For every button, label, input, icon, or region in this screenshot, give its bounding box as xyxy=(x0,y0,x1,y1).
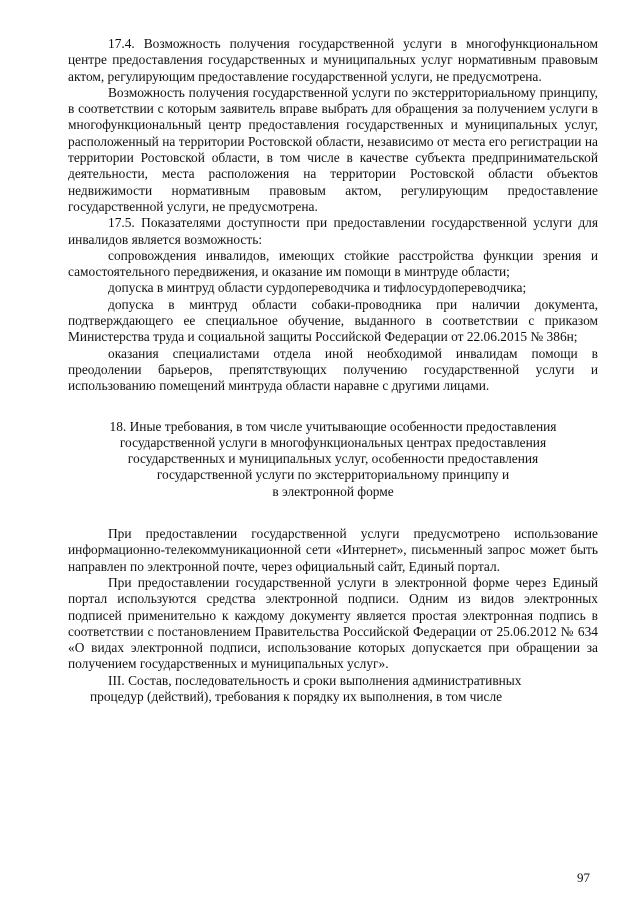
list-item: оказания специалистами отдела иной необходимой инвалидам помощи в преодолении барьеров, препятствующих получению государственной услуги и использованию помещений минтруда области наравне с другими лицами. xyxy=(68,345,598,394)
list-item: допуска в минтруд области собаки-проводника при наличии документа, подтверждающего ее специальное обучение, выданного в соответствии с приказом Министерства труда и социальной защиты Российской Федерации от 22.06.2015 № 386н; xyxy=(68,296,598,345)
section-3-heading xyxy=(68,673,598,706)
list-item: допуска в минтруд области сурдопереводчика и тифлосурдопереводчика; xyxy=(108,280,527,296)
paragraph-e-signature: При предоставлении государственной услуги в электронной форме через Единый портал используются средства электронной подписи. Одним из видов электронных подписей применительно к каждому документу является простая электронная подпись в соответствии с постановлением Правительства Российской Федерации от 25.06.2012 № 634 «О видах электронной подписи, использование которых допускается при обращении за получением государственных и муниципальных услуг». xyxy=(68,574,598,672)
heading-line: государственной услуги в многофункциональных центрах предоставления xyxy=(119,434,547,450)
section-17-5 xyxy=(68,215,598,394)
section-18-heading xyxy=(68,419,598,500)
heading-line: III. Состав, последовательность и сроки выполнения административных xyxy=(108,672,522,688)
list-item: сопровождения инвалидов, имеющих стойкие расстройства функции зрения и самостоятельного передвижения, и оказание им помощи в минтруде области; xyxy=(68,247,598,280)
section-18-body xyxy=(68,526,598,673)
section-17-4 xyxy=(68,36,598,215)
paragraph-17-5: 17.5. Показателями доступности при предоставлении государственной услуги для инвалидов является возможность: xyxy=(68,215,598,247)
page-number: 97 xyxy=(577,870,590,885)
heading-line: 18. Иные требования, в том числе учитывающие особенности предоставления xyxy=(109,418,557,434)
paragraph-17-4: 17.4. Возможность получения государственной услуги в многофункциональном центре предоставления государственных и муниципальных услуг нормативным правовым актом, регулирующим предоставление государственной услуги, не предусмотрена. xyxy=(68,36,598,84)
paragraph-extraterritorial: Возможность получения государственной услуги по экстерриториальному принципу, в соответствии с которым заявитель вправе выбрать для обращения за получением услуги в многофункциональный центр предоставления государственных и муниципальных услуг, расположенный на территории Ростовской области, независимо от места его регистрации на территории Ростовской области, в том числе в качестве субъекта предпринимательской деятельности, места расположения на территории Ростовской области объектов недвижимости нормативным правовым актом, регулирующим предоставление государственной услуги, не предусмотрена. xyxy=(68,84,598,214)
heading-line: в электронной форме xyxy=(272,483,394,499)
document-page xyxy=(68,36,598,705)
heading-line: государственных и муниципальных услуг, особенности предоставления xyxy=(127,451,539,467)
heading-line: государственной услуги по экстерриториальному принципу и xyxy=(156,467,510,483)
heading-line: процедур (действий), требования к порядку их выполнения, в том числе xyxy=(90,688,503,704)
paragraph-internet: При предоставлении государственной услуги предусмотрено использование информационно-телекоммуникационной сети «Интернет», письменный запрос может быть направлен по электронной почте, через официальный сайт, Единый портал. xyxy=(68,526,598,574)
